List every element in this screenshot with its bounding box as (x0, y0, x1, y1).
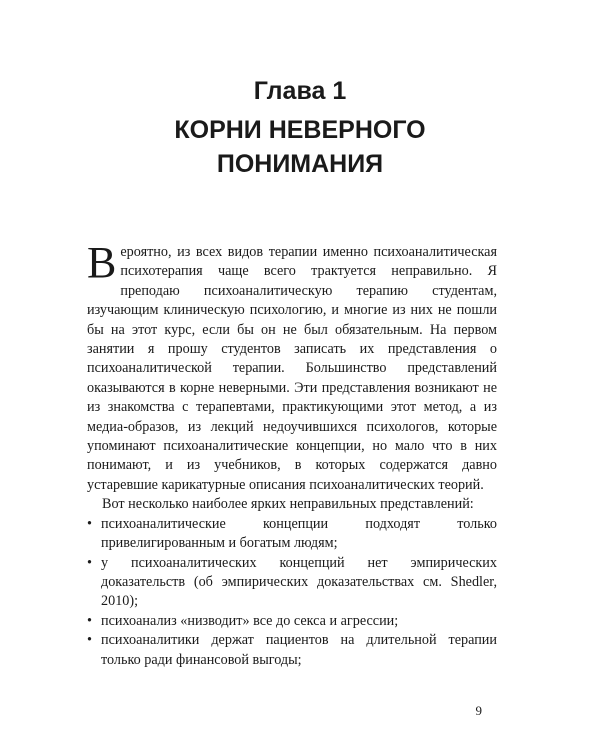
body-text (87, 238, 497, 670)
paragraph-intro (87, 238, 497, 495)
list-item (87, 554, 497, 612)
bullet-icon: • (87, 612, 92, 629)
bullet-icon: • (87, 632, 92, 649)
paragraph-list-intro: Вот несколько наиболее ярких неправильных представлений: (102, 496, 474, 513)
drop-cap: В (87, 238, 117, 287)
list-item (87, 612, 497, 631)
list-item (87, 631, 497, 670)
list-item-text: психоанализ «низводит» все до секса и агрессии; (101, 612, 399, 629)
chapter-title-line-2: ПОНИМАНИЯ (216, 150, 384, 178)
chapter-number: Глава 1 (253, 77, 347, 105)
bullet-icon: • (87, 515, 92, 532)
chapter-title-line-1: КОРНИ НЕВЕРНОГО (174, 116, 426, 144)
list-item (87, 515, 497, 554)
bullet-icon: • (87, 554, 92, 571)
page-number: 9 (475, 703, 482, 718)
paragraph-intro-text: ероятно, из всех видов терапии именно психоаналитическая психотерапия чаще всего трактуется неправильно. Я преподаю психоаналитическую терапию студентам, изучающим клиническую психологию, и многие из них не пошли бы на этот курс, если бы он не был обязательным. На первом занятии я прошу студентов записать их представления о психоаналитической терапии. Большинство представлений оказываются в корне неверными. Эти представления возникают не из знакомства с терапевтами, практикующими этот метод, а из медиа-образов, из лекций недоучившихся психологов, которые упоминают психоаналитические концепции, но мало что в них понимают, и из учебников, в которых содержатся давно устаревшие карикатурные описания психоаналитических теорий. (87, 244, 497, 493)
chapter-title (0, 113, 600, 181)
list-item-text: у психоаналитических концепций нет эмпирических доказательств (об эмпирических доказательствах см. Shedler, 2010); (101, 554, 497, 610)
list-item-text: психоаналитические концепции подходят только привелигированным и богатым людям; (101, 515, 497, 552)
misconceptions-list (87, 515, 497, 670)
list-item-text: психоаналитики держат пациентов на длительной терапии только ради финансовой выгоды; (101, 632, 497, 668)
